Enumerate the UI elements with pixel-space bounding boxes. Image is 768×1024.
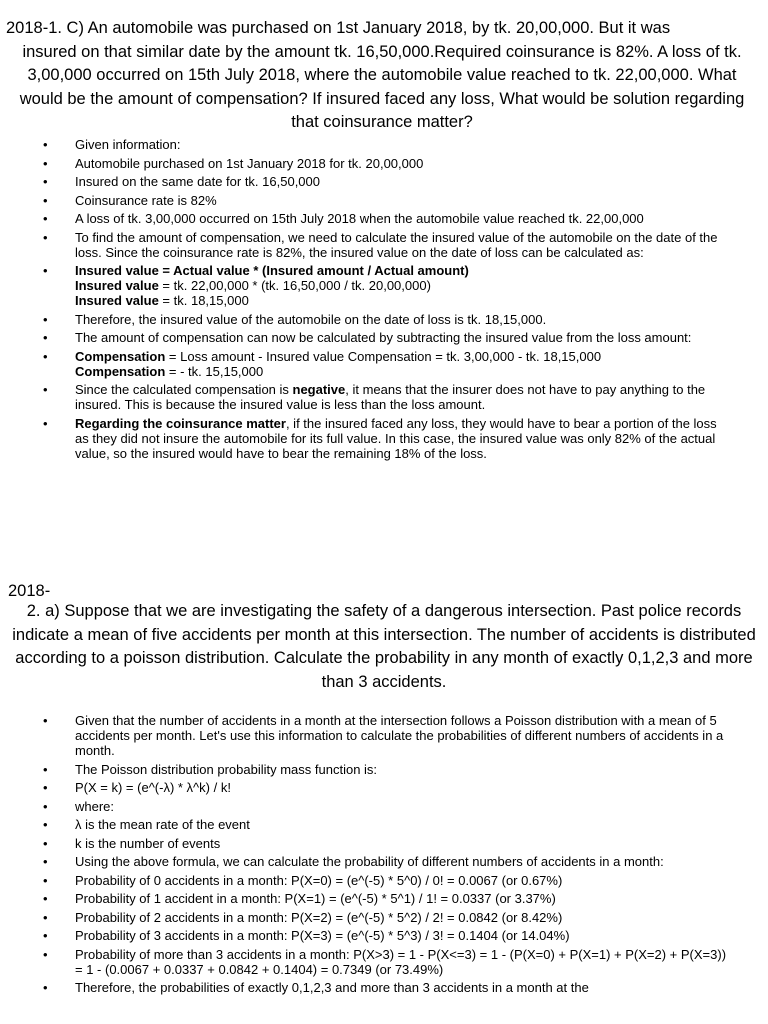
list-item: • Therefore, the probabilities of exactly 0,1,2,3 and more than 3 accidents in a month at the bbox=[40, 980, 730, 995]
list-item: • Given information: bbox=[40, 137, 730, 152]
list-item: • where: bbox=[40, 799, 730, 814]
list-item: • The amount of compensation can now be calculated by subtracting the insured value from the loss amount: bbox=[40, 330, 730, 345]
question-2-year: 2018- bbox=[8, 582, 51, 600]
question-2-heading: 2. a) Suppose that we are investigating the safety of a dangerous intersection. Past police records indicate a mean of five accidents per month at this intersection. The number of accidents is distributed according to a poisson distribution. Calculate the probability in any month of exactly 0,1,2,3 and more than 3 accidents. bbox=[12, 602, 756, 691]
list-item: • λ is the mean rate of the event bbox=[40, 817, 730, 832]
question-2-answer-list bbox=[40, 713, 730, 999]
list-item-probability-3: • Probability of 3 accidents in a month: P(X=3) = (e^(-5) * 5^3) / 3! = 0.1404 (or 14.04%) bbox=[40, 928, 730, 943]
list-item-compensation-formula: • Compensation = Loss amount - Insured value Compensation = tk. 3,00,000 - tk. 18,15,000 Compensation = - tk. 15,15,000 bbox=[40, 349, 730, 379]
list-item: • Since the calculated compensation is negative, it means that the insurer does not have to pay anything to the insured. This is because the insured value is less than the loss amount. bbox=[40, 382, 730, 412]
list-item-probability-1: • Probability of 1 accident in a month: P(X=1) = (e^(-5) * 5^1) / 1! = 0.0337 (or 3.37%) bbox=[40, 891, 730, 906]
list-item: • Insured on the same date for tk. 16,50,000 bbox=[40, 174, 730, 189]
list-item: • Given that the number of accidents in a month at the intersection follows a Poisson distribution with a mean of 5 accidents per month. Let's use this information to calculate the probabilities of different numbers of accidents in a month. bbox=[40, 713, 730, 758]
list-item: • Automobile purchased on 1st January 2018 for tk. 20,00,000 bbox=[40, 156, 730, 171]
list-item-probability-0: • Probability of 0 accidents in a month: P(X=0) = (e^(-5) * 5^0) / 0! = 0.0067 (or 0.67%) bbox=[40, 873, 730, 888]
list-item-probability-more-than-3: • Probability of more than 3 accidents in a month: P(X>3) = 1 - P(X<=3) = 1 - (P(X=0) + P(X=1) + P(X=2) + P(X=3)) = 1 - (0.0067 + 0.0337 + 0.0842 + 0.1404) = 0.7349 (or 73.49%) bbox=[40, 947, 730, 977]
list-item: • Therefore, the insured value of the automobile on the date of loss is tk. 18,15,000. bbox=[40, 312, 730, 327]
list-item: • A loss of tk. 3,00,000 occurred on 15th July 2018 when the automobile value reached tk. 22,00,000 bbox=[40, 211, 730, 226]
question-1-heading-first-line: 2018-1. C) An automobile was purchased on 1st January 2018, by tk. 20,00,000. But it was bbox=[6, 19, 671, 37]
list-item-pmf-formula: • P(X = k) = (e^(-λ) * λ^k) / k! bbox=[40, 780, 730, 795]
question-1-answer-list bbox=[40, 137, 730, 464]
list-item-insured-value-formula: • Insured value = Actual value * (Insured amount / Actual amount) Insured value = tk. 22,00,000 * (tk. 16,50,000 / tk. 20,00,000) Insured value = tk. 18,15,000 bbox=[40, 263, 730, 308]
list-item: • The Poisson distribution probability mass function is: bbox=[40, 762, 730, 777]
question-1-heading-rest: insured on that similar date by the amount tk. 16,50,000.Required coinsurance is 82%. A loss of tk. 3,00,000 occurred on 15th July 2018, where the automobile value reached to tk. 22,00,000. What would be the amount of compensation? If insured faced any loss, What would be solution regarding that coinsurance matter? bbox=[19, 42, 745, 131]
list-item: • Using the above formula, we can calculate the probability of different numbers of accidents in a month: bbox=[40, 854, 730, 869]
list-item: • k is the number of events bbox=[40, 836, 730, 851]
list-item: • To find the amount of compensation, we need to calculate the insured value of the automobile on the date of the loss. Since the coinsurance rate is 82%, the insured value on the date of loss can be calculated as: bbox=[40, 230, 730, 260]
question-1-heading bbox=[6, 17, 758, 135]
list-item: • Coinsurance rate is 82% bbox=[40, 193, 730, 208]
list-item-coinsurance-matter: • Regarding the coinsurance matter, if the insured faced any loss, they would have to bear a portion of the loss as they did not insure the automobile for its full value. In this case, the insured value was only 82% of the actual value, so the insured would have to bear the remaining 18% of the loss. bbox=[40, 416, 730, 461]
list-item-probability-2: • Probability of 2 accidents in a month: P(X=2) = (e^(-5) * 5^2) / 2! = 0.0842 (or 8.42%) bbox=[40, 910, 730, 925]
